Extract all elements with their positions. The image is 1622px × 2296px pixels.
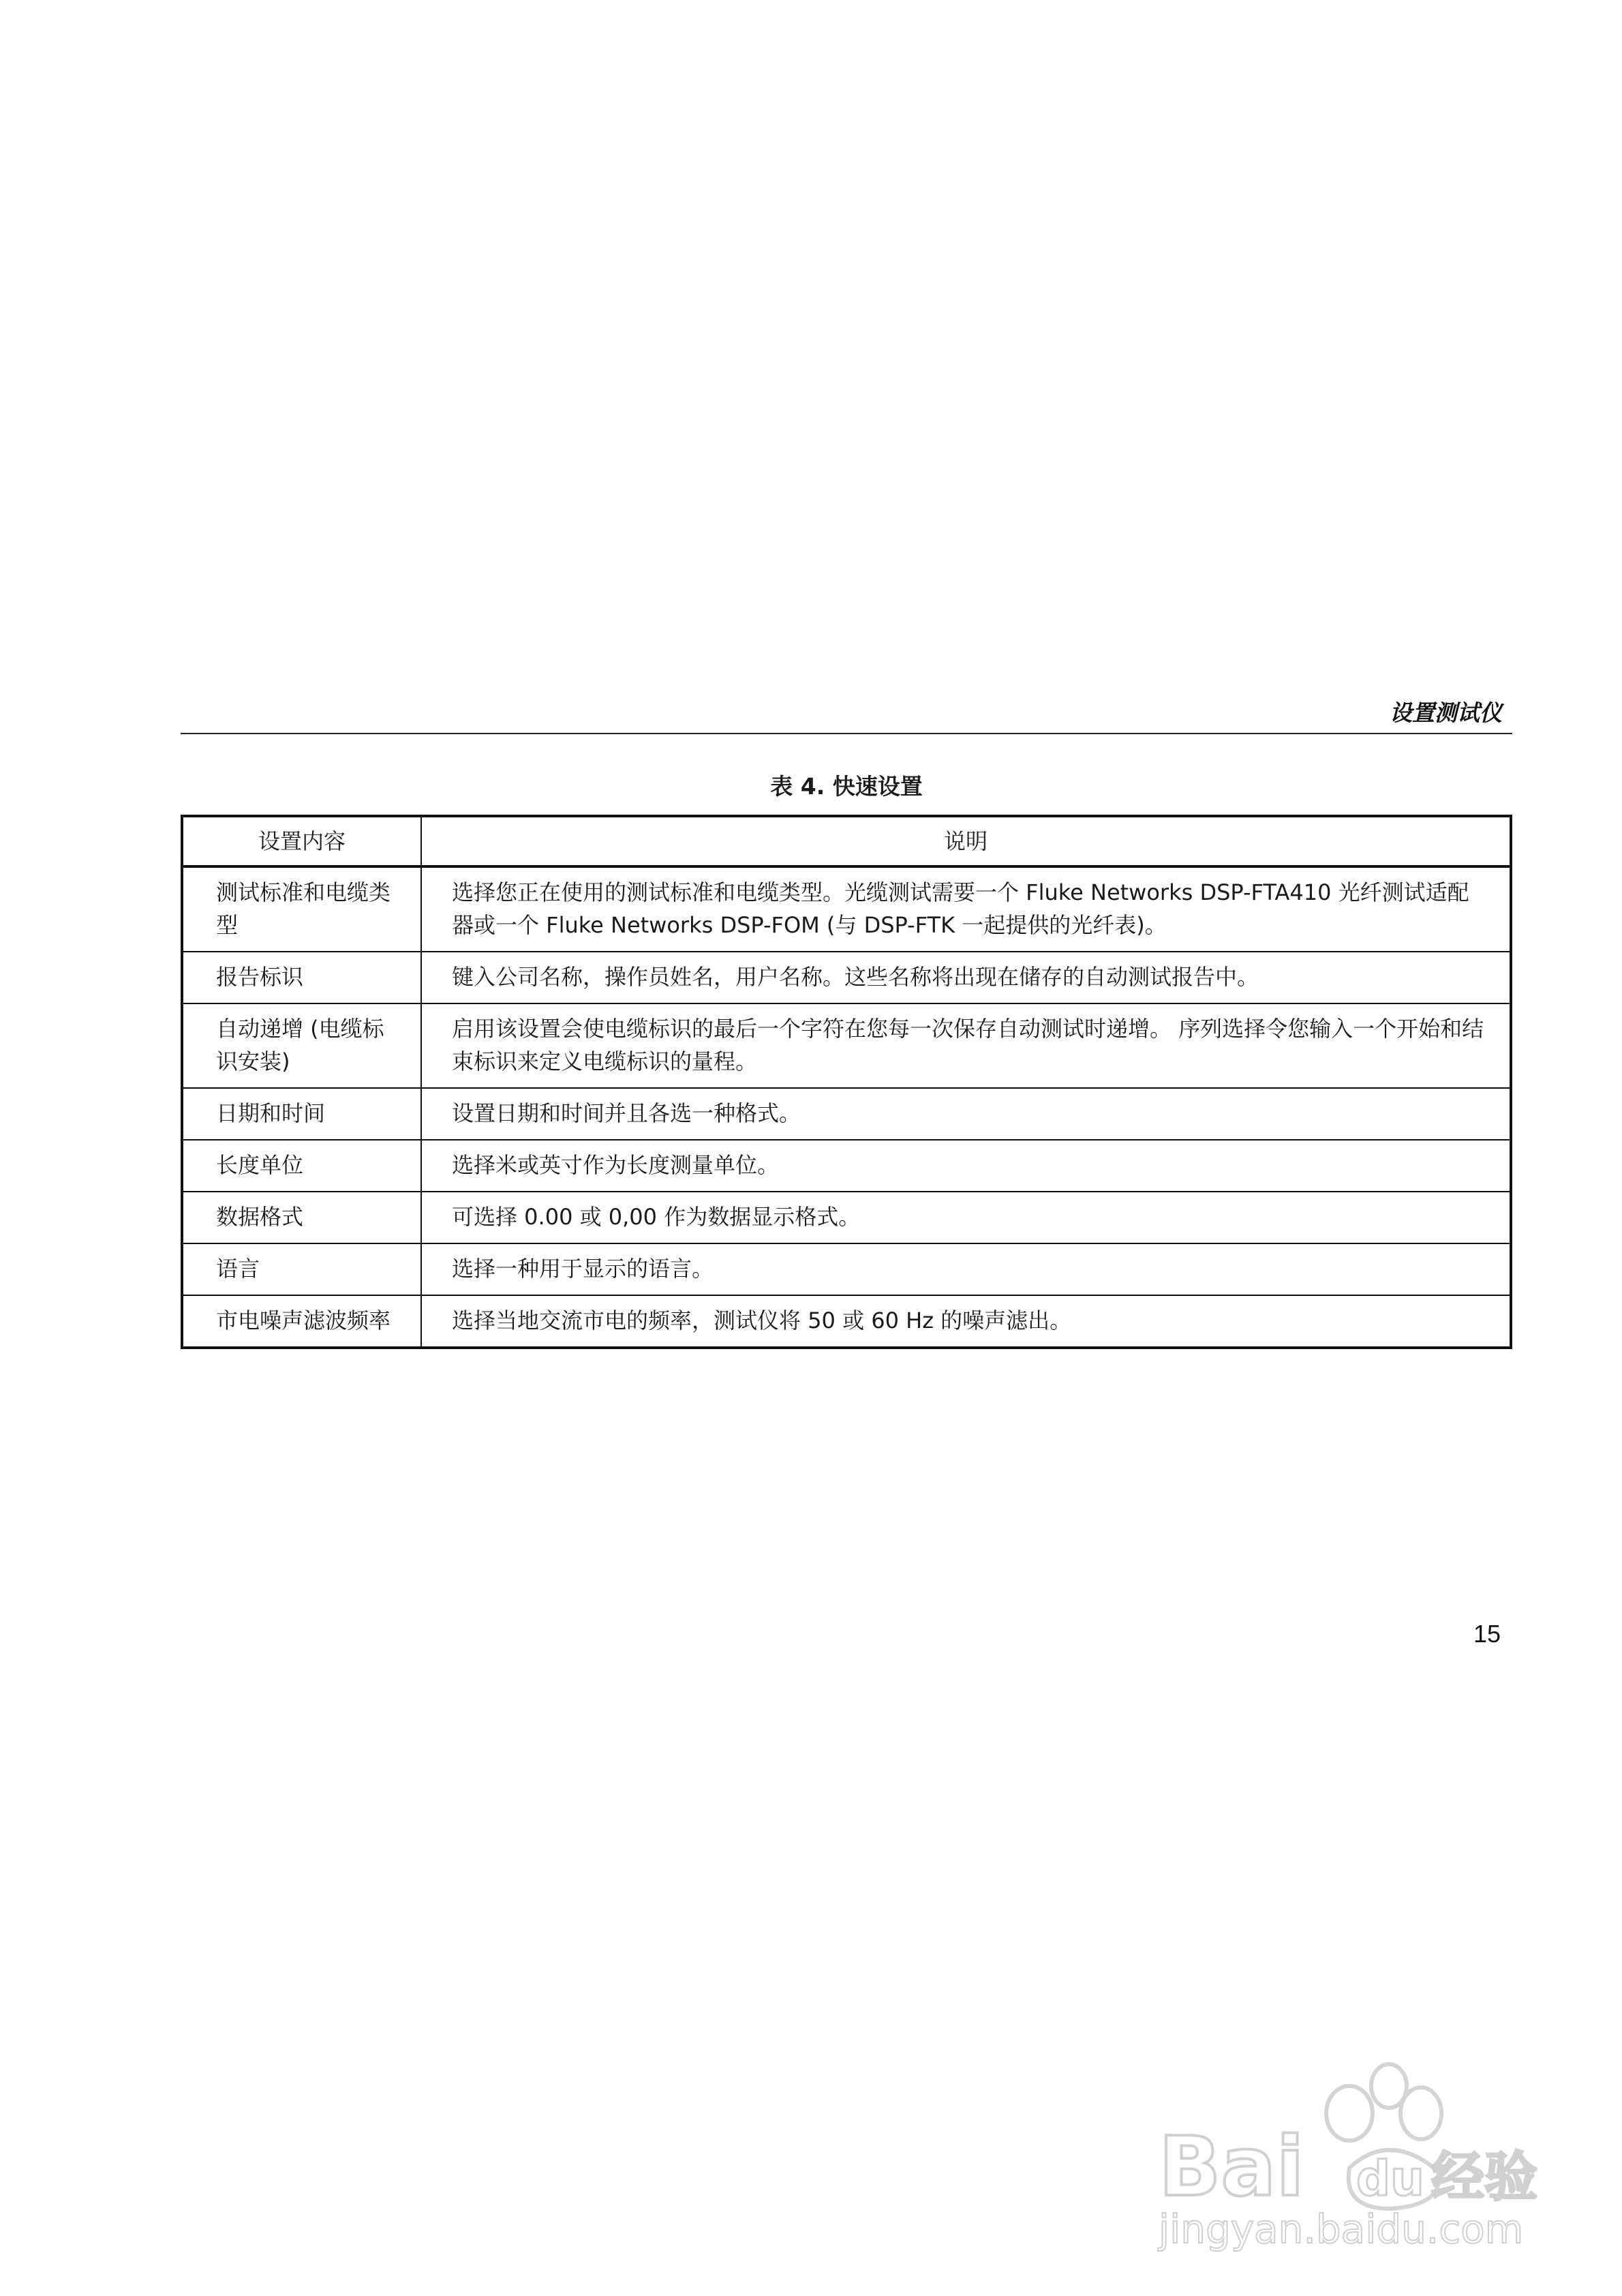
setting-cell: 市电噪声滤波频率 xyxy=(182,1295,421,1348)
column-header-setting: 设置内容 xyxy=(182,816,421,866)
table-row xyxy=(182,866,1511,952)
description-cell: 启用该设置会使电缆标识的最后一个字符在您每一次保存自动测试时递增。 序列选择令您输入一个开始和结束标识来定义电缆标识的量程。 xyxy=(421,1003,1511,1088)
table-row xyxy=(182,1088,1511,1140)
column-header-description: 说明 xyxy=(421,816,1511,866)
svg-text:du: du xyxy=(1356,2151,1424,2207)
description-cell: 可选择 0.00 或 0,00 作为数据显示格式。 xyxy=(421,1192,1511,1243)
table-caption: 表 4. 快速设置 xyxy=(770,773,923,800)
description-cell: 选择米或英寸作为长度测量单位。 xyxy=(421,1140,1511,1192)
table-header-row xyxy=(182,816,1511,866)
description-cell: 设置日期和时间并且各选一种格式。 xyxy=(421,1088,1511,1140)
page-number: 15 xyxy=(1473,1620,1501,1648)
svg-text:经验: 经验 xyxy=(1431,2147,1538,2208)
setting-cell: 测试标准和电缆类型 xyxy=(182,866,421,952)
setting-cell: 数据格式 xyxy=(182,1192,421,1243)
setting-cell: 报告标识 xyxy=(182,952,421,1003)
description-cell: 选择一种用于显示的语言。 xyxy=(421,1243,1511,1295)
table-row xyxy=(182,1140,1511,1192)
description-cell: 选择您正在使用的测试标准和电缆类型。光缆测试需要一个 Fluke Networks DSP-FTA410 光纤测试适配器或一个 Fluke Networks DSP-FOM (与 DSP-FTK 一起提供的光纤表)。 xyxy=(421,866,1511,952)
setting-cell: 语言 xyxy=(182,1243,421,1295)
setting-cell: 长度单位 xyxy=(182,1140,421,1192)
description-cell: 选择当地交流市电的频率，测试仪将 50 或 60 Hz 的噪声滤出。 xyxy=(421,1295,1511,1348)
quick-setup-table xyxy=(181,815,1512,1349)
table-row xyxy=(182,952,1511,1003)
table-row xyxy=(182,1295,1511,1348)
setting-cell: 自动递增 (电缆标识安装) xyxy=(182,1003,421,1088)
header-divider xyxy=(181,733,1512,734)
description-cell: 键入公司名称，操作员姓名，用户名称。这些名称将出现在储存的自动测试报告中。 xyxy=(421,952,1511,1003)
svg-text:jingyan.baidu.com: jingyan.baidu.com xyxy=(1159,2206,1524,2252)
setting-cell: 日期和时间 xyxy=(182,1088,421,1140)
page-header-title: 设置测试仪 xyxy=(1390,699,1502,726)
svg-text:Bai: Bai xyxy=(1159,2120,1304,2215)
table-row xyxy=(182,1243,1511,1295)
baidu-jingyan-watermark xyxy=(1145,2049,1538,2253)
table-row xyxy=(182,1003,1511,1088)
table-row xyxy=(182,1192,1511,1243)
